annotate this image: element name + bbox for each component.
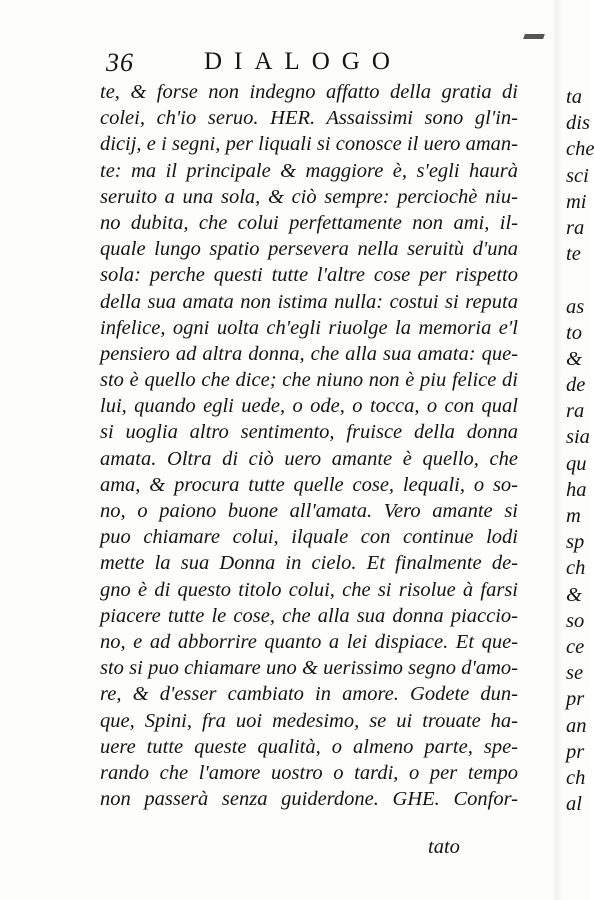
gutter-shadow: [552, 0, 562, 900]
text-line: no dubita, che colui perfettamente non ami, il-: [100, 211, 518, 234]
text-line: puo chiamare colui, ilquale con continue lodi: [100, 526, 518, 549]
text-line: sola: perche questi tutte l'altre cose per rispetto: [100, 264, 518, 287]
facing-line: an: [566, 714, 587, 737]
text-line: que, Spini, fra uoi medesimo, se ui trouate ha-: [100, 709, 518, 732]
catchword: tato: [428, 836, 460, 858]
text-line: lui, quando egli uede, o ode, o tocca, o con qual: [100, 395, 518, 418]
facing-line: mi: [566, 190, 587, 213]
facing-line: so: [566, 609, 585, 632]
page-header: [96, 44, 516, 80]
facing-line: [566, 267, 590, 293]
facing-line: ch: [566, 557, 586, 580]
text-line: amata. Oltra di ciò uero amante è quello, che: [100, 447, 518, 470]
corner-ink-mark: [523, 34, 545, 39]
text-line: non passerà senza guiderdone. GHE. Confor-: [100, 788, 518, 811]
text-line: piacere tutte le cose, che alla sua donna piaccio-: [100, 604, 518, 627]
facing-line: sci: [566, 164, 589, 187]
running-head: DIALOGO: [204, 48, 402, 75]
facing-line: &: [566, 583, 582, 606]
page-number: 36: [106, 48, 134, 77]
text-line: si uoglia altro sentimento, fruisce della donna: [100, 421, 518, 444]
text-line: della sua amata non istima nulla: costui si reputa: [100, 290, 518, 313]
text-line: mette la sua Donna in cielo. Et finalmente de-: [100, 552, 518, 575]
facing-line: ra: [566, 216, 585, 239]
facing-line: qu: [566, 452, 587, 475]
text-line: colei, ch'io seruo. HER. Assaissimi sono gl'in-: [100, 107, 518, 130]
text-line: sto si puo chiamare uno & uerissimo segno d'amo-: [100, 657, 518, 680]
text-line: seruito a una sola, & ciò sempre: perciochè niu-: [100, 185, 518, 208]
facing-line: ha: [566, 478, 587, 501]
facing-line: al: [566, 793, 582, 816]
facing-line: ta: [566, 86, 582, 108]
text-line: pensiero ad altra donna, che alla sua amata: que-: [100, 342, 518, 365]
text-line: gno è di questo titolo colui, che si risolue à farsi: [100, 578, 518, 601]
text-line: sto è quello che dice; che niuno non è piu felice di: [100, 369, 518, 392]
text-line: quale lungo spatio persevera nella seruitù d'una: [100, 238, 518, 261]
facing-line: m: [566, 505, 581, 527]
facing-line: pr: [566, 688, 585, 711]
text-line: ama, & procura tutte quelle cose, lequali, o so-: [100, 473, 518, 496]
facing-line: che: [566, 138, 594, 161]
text-line: te, & forse non indegno affatto della gratia di: [100, 81, 518, 103]
text-line: re, & d'esser cambiato in amore. Godete dun-: [100, 683, 518, 706]
facing-line: to: [566, 321, 582, 344]
text-line: rando che l'amore uostro o tardi, o per tempo: [100, 761, 518, 784]
facing-line: sp: [566, 531, 585, 554]
text-line: uere tutte queste qualità, o almeno parte, spe-: [100, 735, 518, 758]
facing-page-fragment: [566, 84, 594, 817]
facing-line: te: [566, 243, 581, 266]
text-line: no, e ad abborrire quanto a lei dispiace. Et que-: [100, 630, 518, 653]
facing-line: se: [566, 662, 584, 685]
text-line: dicij, e i segni, per liquali si conosce il uero aman-: [100, 133, 518, 156]
facing-line: sia: [566, 426, 590, 449]
facing-line: ra: [566, 400, 585, 423]
facing-line: ch: [566, 766, 586, 789]
text-line: te: ma il principale & maggiore è, s'egli haurà: [100, 159, 518, 182]
text-line: infelice, ogni uolta ch'egli riuolge la memoria e'l: [100, 316, 518, 339]
facing-line: de: [566, 374, 586, 397]
facing-line: &: [566, 347, 582, 370]
text-line: no, o paiono buone all'amata. Vero amante si: [100, 500, 518, 522]
facing-line: dis: [566, 112, 590, 135]
facing-line: as: [566, 295, 585, 318]
facing-line: ce: [566, 635, 585, 658]
facing-line: pr: [566, 740, 585, 763]
body-text: [100, 79, 518, 812]
